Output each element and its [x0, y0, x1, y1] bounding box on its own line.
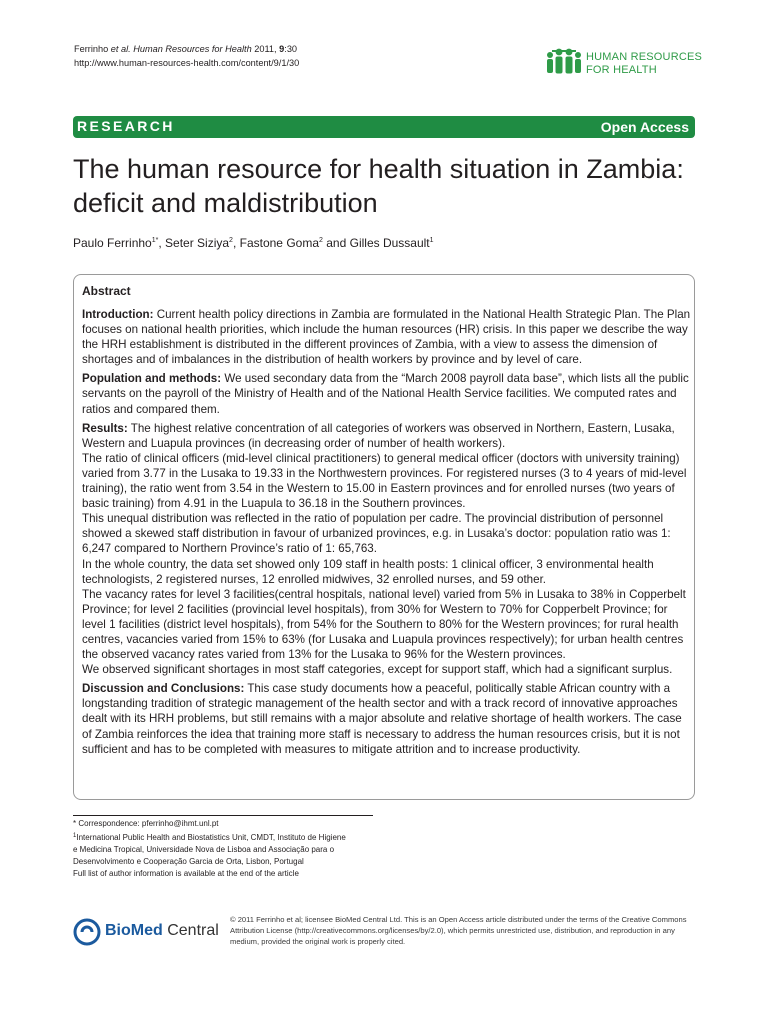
results-paragraph: We observed significant shortages in most staff categories, except for support staff, which had a significant surplus. — [82, 663, 673, 677]
results-paragraph: This unequal distribution was reflected in the ratio of population per cadre. The provincial distribution of personnel showed a skewed staff distribution in favour of urbanized provinces, e.g. in Lusaka’s doctor: population ratio was 1: 6,247 compared to Northern Province’s ratio of 1: 65,763. — [82, 512, 671, 556]
citation-issue: :30 — [284, 44, 298, 54]
license-text: © 2011 Ferrinho et al; licensee BioMed Central Ltd. This is an Open Access article distributed under the terms of the Creative Commons Attribution License (http://creativecommons.org/licenses/by/2.0), which permits unrestricted use, distribution, and reproduction in any medium, provided the original work is properly cited. — [230, 915, 687, 946]
open-access-label: Open Access — [600, 119, 689, 135]
publisher-name-bold: BioMed — [105, 922, 163, 939]
abstract-heading: Abstract — [82, 284, 131, 298]
author-affiliation: 1* — [151, 237, 159, 244]
author-affiliation: 2 — [319, 237, 323, 244]
people-icon — [544, 44, 584, 78]
publisher-name-regular: Central — [162, 922, 219, 939]
author-name: Paulo Ferrinho — [73, 236, 152, 250]
abstract-introduction — [82, 307, 692, 367]
results-paragraph: The vacancy rates for level 3 facilities(central hospitals, national level) varied from 5% in Lusaka to 38% in Copperbelt Province; for level 2 facilities (provincial level hospitals), from 30% for Western to 70% for Copperbelt Province; for level 1 facilities (district level hospitals), from 54% for the Southern to 80% for the Western provinces; for rural health centres, vacancies varied from 15% to 63% (for Lusaka and Luapula provinces respectively); for urban health centres the observed vacancy rates varied from 13% for the Lusaka to 96% for the Western provinces. — [82, 587, 686, 662]
affiliation-line: e Medicina Tropical, Universidade Nova de Lisboa and Associação para o — [73, 845, 335, 854]
author-separator: and — [322, 236, 350, 250]
author-name: Gilles Dussault — [349, 236, 430, 250]
footnotes — [73, 815, 373, 880]
section-label: Population and methods: — [82, 372, 222, 386]
section-label: Results: — [82, 421, 128, 435]
citation-authors: Ferrinho — [74, 44, 111, 54]
author-separator: , — [158, 236, 166, 250]
author-affiliation: 2 — [229, 237, 233, 244]
author-name: Fastone Goma — [239, 236, 319, 250]
abstract-body — [82, 307, 692, 761]
logo-line-2: FOR HEALTH — [586, 64, 657, 76]
results-paragraph: The ratio of clinical officers (mid-level clinical practitioners) to general medical officer (doctors with university training) varied from 3.77 in the Lusaka to 19.33 in the Northwestern provinces. For registered nurses (3 to 4 years of mid-level training), the ratio went from 3.54 in the Western to 15.00 in Eastern provinces and for enrolled nurses (two years of basic training) from 4.91 in the Luapula to 36.18 in the Southern provinces. — [82, 451, 687, 511]
citation-etal: et al. — [110, 44, 131, 54]
author-affiliation: 1 — [429, 237, 434, 244]
section-label: Discussion and Conclusions: — [82, 682, 245, 696]
affiliation-number: 1 — [73, 833, 77, 839]
journal-logo — [544, 44, 704, 80]
citation-line — [74, 42, 299, 56]
section-text: The highest relative concentration of all categories of workers was observed in Northern, Eastern, Lusaka, Western and Luapula provinces (in decreasing order of number of health workers). — [82, 421, 675, 450]
correspondence: * Correspondence: pferrinho@ihmt.unl.pt — [73, 819, 219, 828]
section-text: We used secondary data from the “March 2008 payroll data base”, which lists all the public servants on the payroll of the Ministry of Health and of the National Health Service facilities. We computed rates and ratios and compared them. — [82, 372, 689, 416]
citation-year: 2011, — [251, 44, 280, 54]
biomed-central-icon — [73, 918, 101, 946]
affiliation-line — [73, 830, 373, 844]
abstract-methods — [82, 371, 692, 416]
abstract-box — [73, 274, 695, 800]
citation-block — [74, 42, 299, 70]
citation-journal: Human Resources for Health — [130, 44, 252, 54]
citation-volume: 9 — [279, 44, 285, 54]
affiliation-text: International Public Health and Biostatistics Unit, CMDT, Instituto de Higiene — [76, 833, 346, 842]
results-paragraph: In the whole country, the data set showed only 109 staff in health posts: 1 clinical officer, 3 environmental health technologists, 2 registered nurses, 12 enrolled midwives, 32 enrolled nurses, and 59 other. — [82, 557, 654, 586]
section-text: This case study documents how a peaceful, politically stable African country with a longstanding tradition of strategic management of the health sector and with a track record of innovative approaches dealt with its HRH problems, but still remains with a major absolute and relative shortage of health workers. The case of Zambia reinforces the idea that training more staff is necessary to address the human resources crisis, but it is not sufficient and has to be completed with measures to mitigate attrition and to increase productivity. — [82, 682, 682, 756]
author-info-note: Full list of author information is available at the end of the article — [73, 869, 299, 878]
logo-text — [586, 51, 702, 77]
affiliation-line: Desenvolvimento e Cooperação Garcia de Orta, Lisbon, Portugal — [73, 857, 304, 866]
article-url[interactable]: http://www.human-resources-health.com/content/9/1/30 — [74, 58, 300, 68]
abstract-discussion — [82, 681, 692, 756]
author-separator: , — [232, 236, 240, 250]
section-banner — [73, 116, 695, 138]
author-list — [73, 232, 434, 252]
footnote-divider — [73, 815, 373, 816]
section-text: Current health policy directions in Zambia are formulated in the National Health Strategic Plan. The Plan focuses on national health priorities, which include the human resources (HR) crisis. In this paper we describe the way the HRH establishment is distributed in the different provinces of Zambia, with a view to assess the dimension of shortages and of imbalances in the distribution of health workers by province and by level of care. — [82, 308, 691, 367]
author-name: Seter Siziya — [165, 236, 230, 250]
publisher-name — [105, 922, 219, 940]
section-label: RESEARCH — [77, 118, 175, 134]
publisher-logo — [73, 918, 223, 948]
section-label: Introduction: — [82, 308, 154, 321]
article-title: The human resource for health situation in Zambia: deficit and maldistribution — [73, 154, 684, 218]
abstract-results — [82, 421, 692, 451]
logo-line-1: HUMAN RESOURCES — [586, 51, 703, 63]
